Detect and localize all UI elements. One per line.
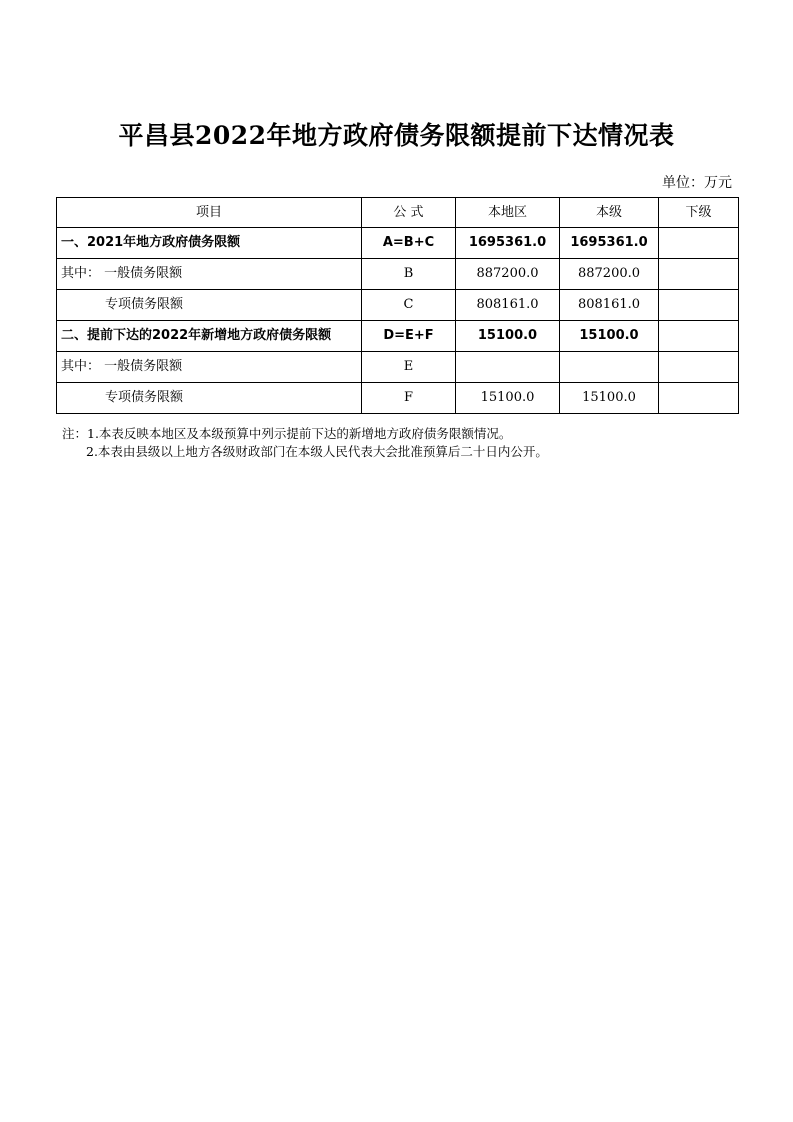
row-level: 15100.0 [560,321,659,352]
row-formula: F [362,383,456,414]
row-region: 1695361.0 [456,228,560,259]
header-level: 本级 [560,198,659,228]
row-formula: B [362,259,456,290]
row-level: 887200.0 [560,259,659,290]
row-region: 887200.0 [456,259,560,290]
row-lower [659,290,739,321]
row-item: 二、提前下达的2022年新增地方政府债务限额 [57,321,362,352]
row-formula: D=E+F [362,321,456,352]
header-region: 本地区 [456,198,560,228]
header-formula: 公 式 [362,198,456,228]
row-lower [659,259,739,290]
row-level: 808161.0 [560,290,659,321]
table-header-row [57,198,739,228]
table-row [57,321,739,352]
page-title: 平昌县2022年地方政府债务限额提前下达情况表 [118,121,675,150]
row-item: 专项债务限额 [57,383,362,414]
row-lower [659,383,739,414]
row-level: 15100.0 [560,383,659,414]
table-row [57,259,739,290]
row-item: 一、2021年地方政府债务限额 [57,228,362,259]
table-row [57,290,739,321]
row-lower [659,228,739,259]
table-notes [62,425,548,461]
debt-limit-table [56,197,739,414]
table-row [57,352,739,383]
note-line-1: 注：1.本表反映本地区及本级预算中列示提前下达的新增地方政府债务限额情况。 [62,426,512,441]
row-region [456,352,560,383]
row-level: 1695361.0 [560,228,659,259]
table-row [57,383,739,414]
unit-label: 单位：万元 [662,175,732,191]
row-formula: C [362,290,456,321]
row-lower [659,321,739,352]
row-item: 专项债务限额 [57,290,362,321]
row-formula: A=B+C [362,228,456,259]
row-region: 808161.0 [456,290,560,321]
note-line-2: 2.本表由县级以上地方各级财政部门在本级人民代表大会批准预算后二十日内公开。 [86,444,548,459]
row-formula: E [362,352,456,383]
row-lower [659,352,739,383]
row-region: 15100.0 [456,321,560,352]
row-item: 其中： 一般债务限额 [57,259,362,290]
header-item: 项目 [57,198,362,228]
row-region: 15100.0 [456,383,560,414]
table-row [57,228,739,259]
header-lower: 下级 [659,198,739,228]
row-item: 其中： 一般债务限额 [57,352,362,383]
row-level [560,352,659,383]
